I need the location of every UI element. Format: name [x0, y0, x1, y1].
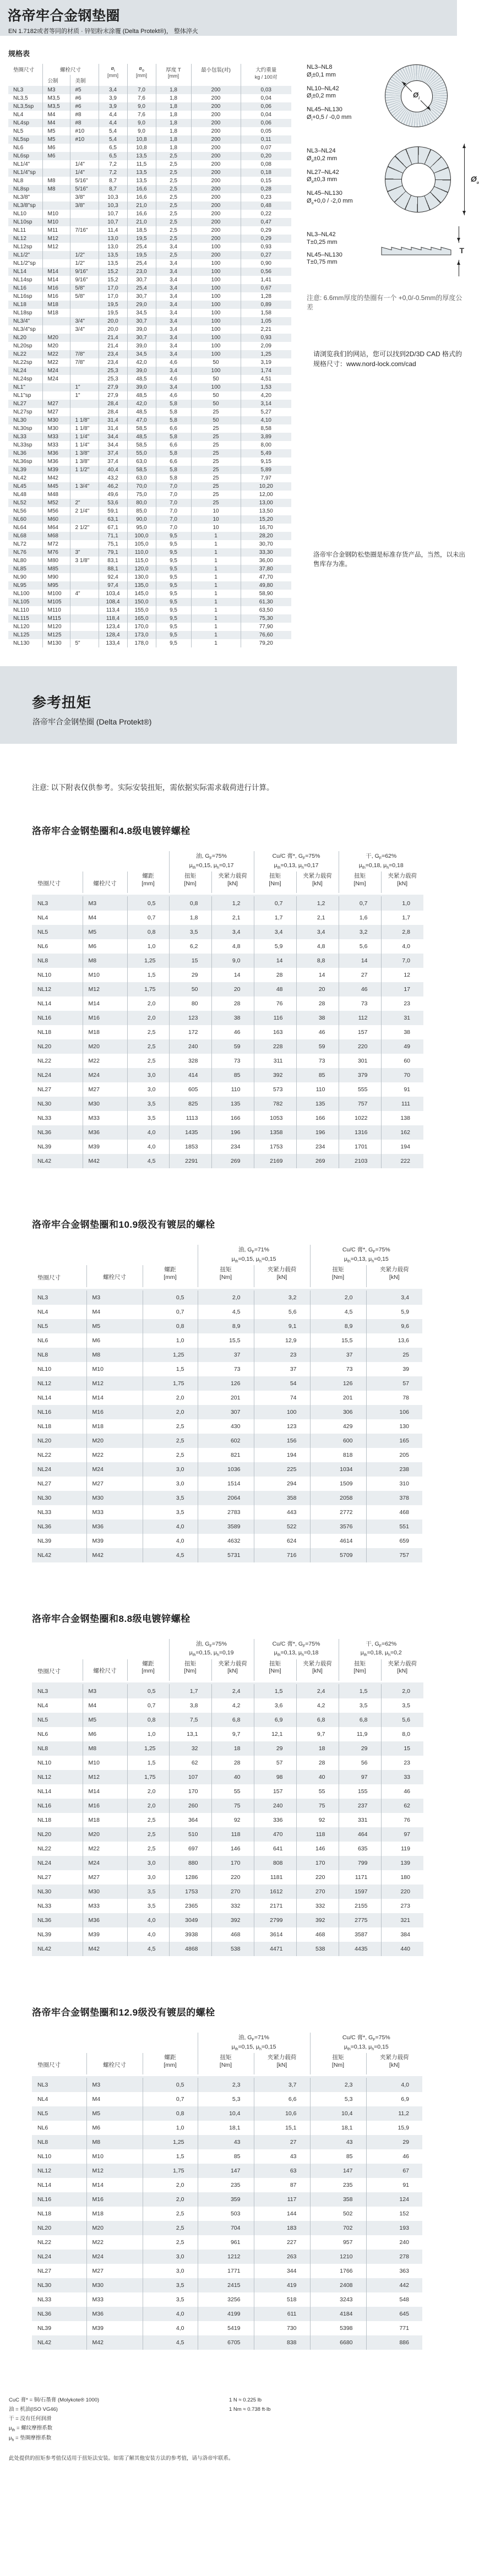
col-torque: 扭矩 [Nm]: [169, 872, 211, 895]
torque-disclaimer-note: 注意: 以下附表仅供参考。实际安装扭矩，需依据实际需求载荷进行计算。: [32, 783, 274, 792]
spec-row: NL60 M60 63,1 90,0 7,0 10 15,20: [8, 515, 291, 524]
tolerance-line: NL45–NL130 $Ø_i+0,5 / -0,0$ mm: [307, 106, 352, 122]
torque-heading: 参考扭矩: [32, 694, 92, 711]
spec-row: NL36 M36 1 3/8" 37,4 55,0 5,8 25 5,49: [8, 449, 291, 458]
spec-row: NL90 M90 92,4 130,0 9,5 1 47,70: [8, 573, 291, 581]
col-outer-diameter: $ø_o$ [mm]: [127, 64, 156, 86]
spec-row: NL80 M80 3 1/8" 83,1 115,0 9,5 1 36,00: [8, 557, 291, 565]
tolerance-line: NL27–NL42 $Ø_o\pm 0,3$ mm: [307, 168, 339, 184]
footnote-definition: 干 = 没有任何润滑: [9, 2416, 52, 2422]
spec-row: NL115 M115 118,4 165,0 9,5 1 75,30: [8, 614, 291, 623]
thickness-profile: [380, 245, 452, 256]
spec-row: NL11 M11 7/16" 11,4 18,5 2,5 200 0,29: [8, 226, 291, 235]
torque-row: NL4 M4 0,7 5,3 6,6 5,3 6,9: [32, 2092, 422, 2106]
col-washer-size: 垫圈尺寸: [13, 67, 35, 73]
col-us: 美制: [70, 75, 99, 86]
torque-row: NL39 M39 4,0 5419 730 5398 771: [32, 2321, 422, 2335]
spec-row: NL30 M30 1 1/8" 31,4 47,0 5,8 50 4,10: [8, 416, 291, 424]
spec-table: [8, 64, 291, 647]
torque-table: [32, 1245, 422, 1562]
torque-row: NL10 M10 1,5 85 43 85 46: [32, 2149, 422, 2164]
spec-row: NL3/8" 3/8" 10,3 16,6 2,5 200 0,23: [8, 193, 291, 201]
lubrication-group-header: 干, $G_F=62\%$ $\mu_{th}=0,18$, $\mu_h=0,2$: [339, 1639, 423, 1659]
col-clamp-load: 夹紧力载荷 [kN]: [254, 1265, 310, 1288]
torque-row: NL6 M6 1,0 18,1 15,1 18,1 15,9: [32, 2121, 422, 2135]
torque-table-title: 洛帝牢合金钢垫圈和4.8级电镀锌螺栓: [32, 826, 190, 836]
footnote-definition: $\mu_{th}$ = 螺纹摩擦系数: [9, 2425, 53, 2432]
spec-row: NL24 M24 25,3 39,0 3,4 100 1,74: [8, 367, 291, 375]
spec-row: NL85 M85 88,1 120,0 9,5 1 37,80: [8, 565, 291, 573]
torque-row: NL8 M8 1,25 32 18 29 18 29 15: [32, 1741, 423, 1756]
footnotes-unit-conversions: [229, 2397, 411, 2445]
torque-row: NL16 M16 2,0 260 75 240 75 237 62: [32, 1799, 423, 1813]
page-subtitle: EN 1.7182或者等同的材质 · 锌铝粉末涂覆 (Delta Protekt®)， 整体淬火: [8, 28, 198, 35]
torque-tables: [0, 823, 457, 2350]
spec-row: NL52 M52 2" 53,6 80,0 7,0 25 13,00: [8, 499, 291, 507]
torque-row: NL3 M3 0,5 1,7 2,4 1,5 2,4 1,5 2,0: [32, 1682, 423, 1698]
spec-row: NL36sp M36 1 3/8" 37,4 63,0 6,6 25 9,15: [8, 458, 291, 466]
torque-row: NL22 M22 2,5 821 194 818 205: [32, 1448, 422, 1462]
tolerance-line: NL45–NL130 T±0,75 mm: [307, 251, 342, 266]
spec-row: NL33 M33 1 1/4" 34,4 48,5 5,8 25 3,89: [8, 433, 291, 441]
col-clamp-load: 夹紧力载荷 [kN]: [366, 1265, 422, 1288]
torque-header-band: [0, 666, 457, 744]
torque-row: NL30 M30 3,5 1753 270 1612 270 1597 220: [32, 1885, 423, 1899]
col-clamp-load: 夹紧力载荷 [kN]: [211, 872, 254, 895]
torque-row: NL20 M20 2,5 602 156 600 165: [32, 1434, 422, 1448]
torque-row: NL42 M42 4,5 5731 716 5709 757: [32, 1548, 422, 1562]
torque-row: NL18 M18 2,5 503 144 502 152: [32, 2207, 422, 2221]
spec-row: NL3/4"sp 3/4" 20,0 39,0 3,4 100 2,21: [8, 325, 291, 334]
torque-row: NL3 M3 0,5 2,3 3,7 2,3 4,0: [32, 2076, 422, 2092]
spec-row: NL95 M95 97,4 135,0 9,5 1 49,80: [8, 581, 291, 590]
torque-row: NL10 M10 1,5 73 37 73 39: [32, 1362, 422, 1376]
tolerance-lines: [307, 231, 377, 271]
torque-row: NL33 M33 3,5 2365 332 2171 332 2155 273: [32, 1899, 423, 1913]
spec-row: NL20 M20 21,4 30,7 3,4 100 0,93: [8, 334, 291, 342]
col-metric: 公制: [42, 75, 70, 86]
lubrication-group-header: 油, $G_F=71\%$ $\mu_{th}=0,15$, $\mu_h=0,15$: [198, 2033, 310, 2053]
torque-row: NL5 M5 0,8 10,4 10,6 10,4 11,2: [32, 2106, 422, 2121]
washer-outer-diameter-diagram: $Ø_o$: [385, 146, 451, 213]
tolerance-line: NL3–NL42 T±0,25 mm: [307, 231, 338, 246]
col-thickness: 厚度 T [mm]: [156, 64, 191, 86]
spec-row: NL76 M76 3" 79,1 110,0 9,5 1 33,30: [8, 548, 291, 557]
lubrication-group-header: 油, $G_F=75\%$ $\mu_{th}=0,15$, $\mu_h=0,17$: [169, 851, 254, 872]
spec-row: NL27 M27 28,4 42,0 5,8 50 3,14: [8, 400, 291, 408]
col-min-pack: 最小包装(对): [191, 64, 241, 86]
torque-row: NL12 M12 1,75 107 40 98 40 97 33: [32, 1770, 423, 1784]
spec-row: NL64 M64 2 1/2" 67,1 95,0 7,0 10 16,70: [8, 524, 291, 532]
torque-row: NL36 M36 4,0 4199 611 4184 645: [32, 2307, 422, 2321]
tolerance-block-outer: [307, 146, 479, 213]
torque-row: NL5 M5 0,8 3,5 3,4 3,4 3,4 3,2 2,8: [32, 925, 423, 939]
torque-row: NL18 M18 2,5 172 46 163 46 157 38: [32, 1025, 423, 1039]
torque-row: NL39 M39 4,0 1853 234 1753 234 1701 194: [32, 1140, 423, 1154]
col-pitch: 螺距 [mm]: [127, 1659, 169, 1682]
spec-row: NL1"sp 1" 27,9 48,5 4,6 50 4,20: [8, 391, 291, 400]
spec-row: NL120 M120 123,4 170,0 9,5 1 77,90: [8, 623, 291, 631]
tolerance-lines: [307, 64, 377, 128]
torque-row: NL22 M22 2,5 961 227 957 240: [32, 2235, 422, 2250]
page-header: [0, 0, 457, 36]
spec-row: NL3 M3 #5 3,4 7,0 1,8 200 0,03: [8, 86, 291, 94]
col-bolt-size: 螺栓尺寸: [83, 1659, 127, 1682]
spec-row: NL20sp M20 21,4 39,0 3,4 100 2,09: [8, 342, 291, 350]
torque-row: NL14 M14 2,0 235 87 235 91: [32, 2178, 422, 2192]
spec-row: NL5 M5 #10 5,4 9,0 1,8 200 0,05: [8, 127, 291, 135]
spec-row: NL42 M42 43,2 63,0 5,8 25 7,97: [8, 474, 291, 482]
spec-row: NL105 M105 108,4 150,0 9,5 1 61,30: [8, 598, 291, 606]
col-torque: 扭矩 [Nm]: [339, 1659, 381, 1682]
col-torque: 扭矩 [Nm]: [169, 1659, 211, 1682]
torque-row: NL36 M36 4,0 3589 522 3576 551: [32, 1520, 422, 1534]
col-clamp-load: 夹紧力载荷 [kN]: [366, 2053, 422, 2076]
torque-row: NL4 M4 0,7 4,5 5,6 4,5 5,9: [32, 1305, 422, 1319]
thickness-tolerance-note: 注意: 6.6mm厚度的垫圈有一个 +0,0/-0.5mm的厚度公差: [307, 294, 462, 312]
spec-row: NL68 M68 71,1 100,0 9,5 1 28,20: [8, 532, 291, 540]
col-torque: 扭矩 [Nm]: [310, 1265, 366, 1288]
spec-row: NL45 M45 1 3/4" 46,2 70,0 7,0 25 10,20: [8, 482, 291, 491]
spec-row: NL1/4" 1/4" 7,2 11,5 2,5 200 0,08: [8, 160, 291, 168]
torque-row: NL10 M10 1,5 29 14 28 14 27 12: [32, 968, 423, 982]
torque-row: NL6 M6 1,0 6,2 4,8 5,9 4,8 5,6 4,0: [32, 939, 423, 954]
spec-row: NL3,5 M3,5 #6 3,9 7,6 1,8 200 0,04: [8, 94, 291, 102]
torque-row: NL24 M24 3,0 1212 263 1210 278: [32, 2250, 422, 2264]
torque-row: NL18 M18 2,5 364 92 336 92 331 76: [32, 1813, 423, 1827]
torque-row: NL27 M27 3,0 1771 344 1766 363: [32, 2264, 422, 2278]
spec-row: NL110 M110 113,4 155,0 9,5 1 63,50: [8, 606, 291, 614]
col-bolt-size: 螺栓尺寸: [42, 64, 99, 75]
footnote-method-note: 此处提供的扭矩参考值仅适用于扭矩法安装。如需了解其他安装方法的参考值，请与洛帝牢联系。: [9, 2455, 234, 2462]
lubrication-group-header: Cu/C 膏*, $G_F=75\%$ $\mu_{th}=0,13$, $\mu_h=0,15$: [310, 1245, 422, 1265]
spec-section: [0, 48, 479, 647]
torque-row: NL20 M20 2,5 510 118 470 118 464 97: [32, 1827, 423, 1842]
page-title: 洛帝牢合金钢垫圈: [8, 8, 121, 24]
torque-row: NL16 M16 2,0 307 100 306 106: [32, 1405, 422, 1419]
tolerance-line: NL3–NL8 $Ø_i\pm 0,1$ mm: [307, 64, 336, 79]
spec-row: NL5sp M5 #10 5,4 10,8 1,8 200 0,11: [8, 135, 291, 144]
spec-row: NL1/4"sp 1/4" 7,2 13,5 2,5 200 0,18: [8, 168, 291, 177]
torque-row: NL27 M27 3,0 1286 220 1181 220 1171 180: [32, 1870, 423, 1885]
torque-table: [32, 851, 423, 1168]
torque-row: NL24 M24 3,0 880 170 808 170 799 139: [32, 1856, 423, 1870]
spec-row: NL10 M10 10,7 16,6 2,5 200 0,22: [8, 210, 291, 218]
spec-row: NL1/2" 1/2" 13,5 19,5 2,5 200 0,27: [8, 251, 291, 259]
tolerance-line: NL3–NL24 $Ø_o\pm 0,2$ mm: [307, 148, 338, 163]
lubrication-group-header: Cu/C 膏*, $G_F=75\%$ $\mu_{th}=0,13$, $\mu_h=0,15$: [310, 2033, 422, 2053]
torque-table: [32, 1639, 423, 1956]
torque-row: NL6 M6 1,0 15,5 12,9 15,5 13,6: [32, 1333, 422, 1348]
washer-thickness-diagram: T: [380, 245, 452, 258]
spec-row: NL22sp M22 7/8" 23,4 42,0 4,6 50 3,19: [8, 358, 291, 367]
col-pitch: 螺距 [mm]: [127, 872, 169, 895]
torque-row: NL33 M33 3,5 1113 166 1053 166 1022 138: [32, 1111, 423, 1125]
spec-row: NL3/4" 3/4" 20,0 30,7 3,4 100 1,05: [8, 317, 291, 325]
torque-row: NL14 M14 2,0 170 55 157 55 155 46: [32, 1784, 423, 1799]
spec-row: NL4sp M4 #8 4,4 9,0 1,8 200 0,06: [8, 119, 291, 127]
spec-row: NL1/2"sp 1/2" 13,5 25,4 3,4 100 0,90: [8, 259, 291, 268]
torque-row: NL12 M12 1,75 126 54 126 57: [32, 1376, 422, 1391]
torque-row: NL12 M12 1,75 147 63 147 67: [32, 2164, 422, 2178]
col-weight: 大约重量 kg / 100对: [241, 64, 291, 86]
footnote-conversion: 1 N ≈ 0.225 lb: [229, 2397, 262, 2404]
spec-row: NL12sp M12 13,0 25,4 3,4 100 0,93: [8, 243, 291, 251]
tolerance-diagrams: [307, 64, 479, 290]
spec-row: NL16 M16 5/8" 17,0 25,4 3,4 100 0,67: [8, 284, 291, 292]
col-bolt-size: 螺栓尺寸: [86, 1265, 143, 1288]
spec-row: NL27sp M27 28,4 48,5 5,8 25 5,27: [8, 408, 291, 416]
torque-row: NL33 M33 3,5 2783 443 2772 468: [32, 1505, 422, 1520]
torque-row: NL30 M30 3,5 2415 419 2408 442: [32, 2278, 422, 2292]
torque-row: NL4 M4 0,7 3,8 4,2 3,6 4,2 3,5 3,5: [32, 1698, 423, 1713]
torque-table-title: 洛帝牢合金钢垫圈和12.9级没有镀层的螺栓: [32, 2007, 215, 2018]
spec-row: NL16sp M16 5/8" 17,0 30,7 3,4 100 1,28: [8, 292, 291, 301]
col-washer-size: 垫圈尺寸: [37, 1274, 61, 1281]
col-torque: 扭矩 [Nm]: [310, 2053, 366, 2076]
col-bolt-size: 螺栓尺寸: [83, 872, 127, 895]
spec-row: NL24sp M24 25,3 48,5 4,6 50 4,51: [8, 375, 291, 383]
torque-row: NL10 M10 1,5 62 28 57 28 56 23: [32, 1756, 423, 1770]
lubrication-group-header: 干, $G_F=62\%$ $\mu_{th}=0,18$, $\mu_h=0,18$: [339, 851, 423, 872]
spec-row: NL33sp M33 1 1/4" 34,4 58,5 6,6 25 8,00: [8, 441, 291, 449]
spec-row: NL8 M8 5/16" 8,7 13,5 2,5 200 0,15: [8, 177, 291, 185]
cad-download-note: 请浏览我们的网站，您可以找到2D/3D CAD 格式的规格尺寸：www.nord-lock.com/cad: [313, 350, 462, 368]
torque-row: NL36 M36 4,0 1435 196 1358 196 1316 162: [32, 1125, 423, 1140]
tolerance-block-inner: [307, 64, 466, 128]
spec-row: NL30sp M30 1 1/8" 31,4 58,5 6,6 25 8,58: [8, 424, 291, 433]
spec-row: NL39 M39 1 1/2" 40,4 58,5 5,8 25 5,89: [8, 466, 291, 474]
col-clamp-load: 夹紧力载荷 [kN]: [296, 872, 339, 895]
col-inner-diameter: $ø_i$ [mm]: [99, 64, 127, 86]
lubrication-group-header: 油, $G_F=75\%$ $\mu_{th}=0,15$, $\mu_h=0,19$: [169, 1639, 254, 1659]
torque-row: NL42 M42 4,5 4868 538 4471 538 4435 440: [32, 1942, 423, 1956]
torque-row: NL14 M14 2,0 80 28 76 28 73 23: [32, 996, 423, 1011]
torque-row: NL5 M5 0,8 8,9 9,1 8,9 9,6: [32, 1319, 422, 1333]
torque-table-title: 洛帝牢合金钢垫圈和8.8级电镀锌螺栓: [32, 1613, 190, 1624]
spec-row: NL12 M12 13,0 19,5 2,5 200 0,29: [8, 235, 291, 243]
torque-row: NL42 M42 4,5 6705 838 6680 886: [32, 2335, 422, 2350]
torque-table-title: 洛帝牢合金钢垫圈和10.9级没有镀层的螺栓: [32, 1219, 215, 1230]
spec-row: NL18 M18 19,5 29,0 3,4 100 0,89: [8, 301, 291, 309]
tolerance-lines: [307, 148, 377, 211]
col-torque: 扭矩 [Nm]: [339, 872, 381, 895]
footnotes-definitions: [9, 2397, 229, 2445]
page-footer: [9, 2397, 457, 2463]
torque-row: NL22 M22 2,5 697 146 641 146 635 119: [32, 1842, 423, 1856]
spec-heading: 规格表: [8, 50, 30, 58]
torque-row: NL4 M4 0,7 1,8 2,1 1,7 2,1 1,6 1,7: [32, 911, 423, 925]
spec-row: NL125 M125 128,4 173,0 9,5 1 76,60: [8, 631, 291, 639]
lubrication-group-header: 油, $G_F=71\%$ $\mu_{th}=0,15$, $\mu_h=0,15$: [198, 1245, 310, 1265]
spec-row: NL14 M14 9/16" 15,2 23,0 3,4 100 0,56: [8, 268, 291, 276]
spec-row: NL72 M72 75,1 105,0 9,5 1 30,70: [8, 540, 291, 548]
torque-row: NL3 M3 0,5 0,8 1,2 0,7 1,2 0,7 1,0: [32, 895, 423, 911]
spec-row: NL6sp M6 6,5 13,5 2,5 200 0,20: [8, 152, 291, 160]
torque-row: NL42 M42 4,5 2291 269 2169 269 2103 222: [32, 1154, 423, 1168]
torque-row: NL33 M33 3,5 3256 518 3243 548: [32, 2292, 422, 2307]
col-torque: 扭矩 [Nm]: [198, 1265, 254, 1288]
col-clamp-load: 夹紧力载荷 [kN]: [254, 2053, 310, 2076]
washer-inner-diameter-diagram: $Ø_i$: [385, 64, 448, 127]
stock-availability-note: 洛帝牢合金钢防松垫圈是标准存货产品，当然，以未出售库存为准。: [313, 551, 466, 568]
spec-row: NL8sp M8 5/16" 8,7 16,6 2,5 200 0,28: [8, 185, 291, 193]
torque-row: NL18 M18 2,5 430 123 429 130: [32, 1419, 422, 1434]
torque-row: NL24 M24 3,0 1036 225 1034 238: [32, 1462, 422, 1477]
col-clamp-load: 夹紧力载荷 [kN]: [381, 872, 423, 895]
col-torque: 扭矩 [Nm]: [254, 872, 296, 895]
spec-row: NL22 M22 7/8" 23,4 34,5 3,4 100 1,25: [8, 350, 291, 358]
tolerance-block-thickness: [307, 231, 466, 271]
spec-row: NL48 M48 49,6 75,0 7,0 25 12,00: [8, 491, 291, 499]
spec-row: NL1" 1" 27,9 39,0 3,4 100 1,53: [8, 383, 291, 391]
footnote-conversion: 1 Nm ≈ 0.738 ft·lb: [229, 2406, 271, 2413]
tolerance-line: NL10–NL42 $Ø_i\pm 0,2$ mm: [307, 85, 339, 101]
torque-table: [32, 2033, 422, 2350]
torque-row: NL5 M5 0,8 7,5 6,8 6,9 6,8 6,8 5,6: [32, 1713, 423, 1727]
torque-subheading: 洛帝牢合金钢垫圈 (Delta Protekt®): [32, 717, 152, 726]
col-washer-size: 垫圈尺寸: [37, 880, 61, 887]
spec-row: NL18sp M18 19,5 34,5 3,4 100 1,58: [8, 309, 291, 317]
torque-row: NL39 M39 4,0 3938 468 3614 468 3587 384: [32, 1927, 423, 1942]
spec-row: NL56 M56 2 1/4" 59,1 85,0 7,0 10 13,50: [8, 507, 291, 515]
torque-row: NL27 M27 3,0 605 110 573 110 555 91: [32, 1082, 423, 1097]
lubrication-group-header: Cu/C 膏*, $G_F=75\%$ $\mu_{th}=0,13$, $\mu_h=0,18$: [254, 1639, 339, 1659]
torque-row: NL30 M30 3,5 2064 358 2058 378: [32, 1491, 422, 1505]
col-clamp-load: 夹紧力载荷 [kN]: [381, 1659, 423, 1682]
spec-row: NL100 M100 4" 103,4 145,0 9,5 1 58,90: [8, 590, 291, 598]
torque-row: NL14 M14 2,0 201 74 201 78: [32, 1391, 422, 1405]
spec-row: NL6 M6 6,5 10,8 1,8 200 0,07: [8, 144, 291, 152]
spec-row: NL14sp M14 9/16" 15,2 30,7 3,4 100 1,41: [8, 276, 291, 284]
torque-row: NL24 M24 3,0 414 85 392 85 379 70: [32, 1068, 423, 1082]
torque-row: NL16 M16 2,0 359 117 358 124: [32, 2192, 422, 2207]
col-bolt-size: 螺栓尺寸: [86, 2053, 143, 2076]
torque-section: [0, 666, 457, 2350]
col-pitch: 螺距 [mm]: [143, 1265, 198, 1288]
torque-row: NL8 M8 1,25 15 9,0 14 8,8 14 7,0: [32, 954, 423, 968]
torque-row: NL27 M27 3,0 1514 294 1509 310: [32, 1477, 422, 1491]
col-torque: 扭矩 [Nm]: [254, 1659, 296, 1682]
torque-row: NL3 M3 0,5 2,0 3,2 2,0 3,4: [32, 1289, 422, 1305]
torque-row: NL20 M20 2,5 704 183 702 193: [32, 2221, 422, 2235]
spec-side-column: [307, 64, 479, 569]
torque-row: NL12 M12 1,75 50 20 48 20 46 17: [32, 982, 423, 996]
spec-row: NL10sp M10 10,7 21,0 2,5 200 0,47: [8, 218, 291, 226]
spec-row: NL130 M130 5" 133,4 178,0 9,5 1 79,20: [8, 639, 291, 647]
torque-row: NL30 M30 3,5 825 135 782 135 757 111: [32, 1097, 423, 1111]
col-washer-size: 垫圈尺寸: [37, 2062, 61, 2069]
torque-row: NL39 M39 4,0 4632 624 4614 659: [32, 1534, 422, 1548]
spec-row: NL4 M4 #8 4,4 7,6 1,8 200 0,04: [8, 111, 291, 119]
footnote-definition: 油 = 机油(ISO VG46): [9, 2406, 58, 2413]
spec-row: NL3,5sp M3,5 #6 3,9 9,0 1,8 200 0,06: [8, 102, 291, 111]
lubrication-group-header: Cu/C 膏*, $G_F=75\%$ $\mu_{th}=0,13$, $\mu_h=0,17$: [254, 851, 339, 872]
spec-row: NL3/8"sp 3/8" 10,3 21,0 2,5 200 0,48: [8, 201, 291, 210]
col-clamp-load: 夹紧力载荷 [kN]: [211, 1659, 254, 1682]
torque-row: NL36 M36 4,0 3049 392 2799 392 2775 321: [32, 1913, 423, 1927]
col-washer-size: 垫圈尺寸: [37, 1668, 61, 1675]
footnote-definition: $\mu_h$ = 垫圈摩擦系数: [9, 2435, 52, 2443]
col-clamp-load: 夹紧力载荷 [kN]: [296, 1659, 339, 1682]
torque-row: NL16 M16 2,0 123 38 116 38 112 31: [32, 1011, 423, 1025]
torque-row: NL8 M8 1,25 37 23 37 25: [32, 1348, 422, 1362]
torque-row: NL8 M8 1,25 43 27 43 29: [32, 2135, 422, 2149]
torque-row: NL22 M22 2,5 328 73 311 73 301 60: [32, 1054, 423, 1068]
torque-row: NL6 M6 1,0 13,1 9,7 12,1 9,7 11,9 8,0: [32, 1727, 423, 1741]
col-pitch: 螺距 [mm]: [143, 2053, 198, 2076]
footnote-definition: CuC 膏* = 铜/石墨膏 (Molykote® 1000): [9, 2397, 100, 2404]
tolerance-line: NL45–NL130 $Ø_o+0,0 / -2,0$ mm: [307, 190, 353, 206]
col-torque: 扭矩 [Nm]: [198, 2053, 254, 2076]
torque-row: NL20 M20 2,5 240 59 228 59 220 49: [32, 1039, 423, 1054]
